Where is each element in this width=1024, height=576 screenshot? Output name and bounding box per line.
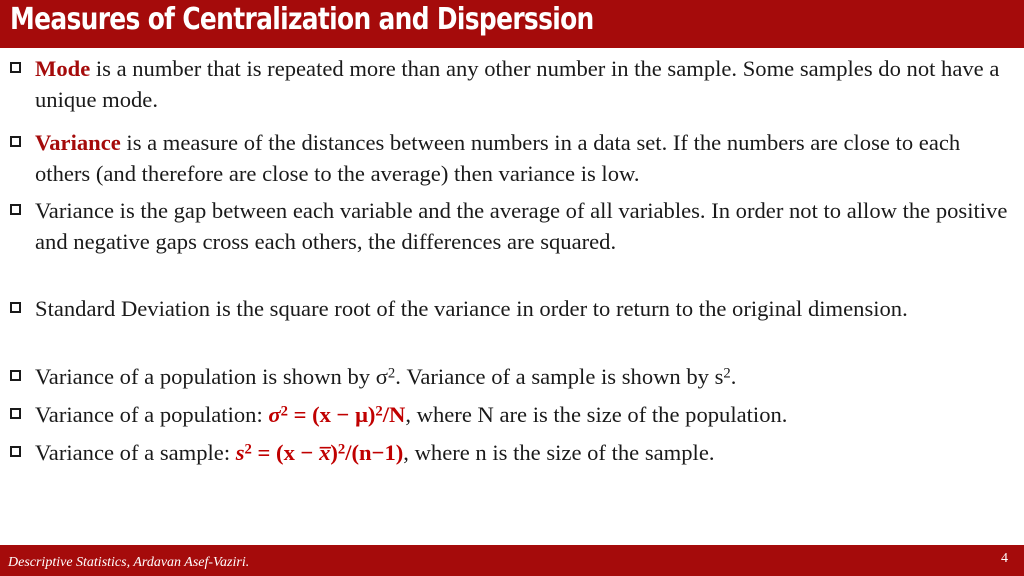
square-bullet-icon <box>10 370 21 381</box>
population-variance-formula: $\sigma^2 = (x - \mu)^2/N$ <box>268 402 406 427</box>
bullet-text: Standard Deviation is the square root of the variance in order to return to the original dimension. <box>35 296 908 321</box>
slide-title: Measures of Centralization and Disperssion <box>10 2 594 37</box>
square-bullet-icon <box>10 446 21 457</box>
term-variance: Variance <box>35 130 121 155</box>
bullet-text <box>35 53 1015 115</box>
square-bullet-icon <box>10 62 21 73</box>
bullet-text: Variance of a population is shown by $\sigma^2$. Variance of a sample is shown by $s^2$. <box>35 364 737 389</box>
bullet-text: Variance of a population: $\sigma^2 = (x - \mu)^2/N$, where N are is the size of the population. <box>35 402 788 427</box>
sample-variance-formula: $s^2 = (x$ − x̅)$^2$/(n−1) <box>235 440 404 465</box>
bullet-text: Variance is the gap between each variable and the average of all variables. In order not to allow the positive and negative gaps cross each others, the differences are squared. <box>35 198 1008 254</box>
square-bullet-icon <box>10 408 21 419</box>
page-number: 4 <box>1001 551 1008 566</box>
footer-bar <box>0 545 1024 576</box>
square-bullet-icon <box>10 204 21 215</box>
term-mode: Mode <box>35 56 91 81</box>
square-bullet-icon <box>10 136 21 147</box>
bullet-body: is a measure of the distances between numbers in a data set. If the numbers are close to each others (and therefore are close to the average) then variance is low. <box>35 130 961 186</box>
bullet-text: Variance of a sample: $s^2 = (x$ − x̅)$^2$/(n−1), where n is the size of the sample. <box>35 440 715 465</box>
title-bar <box>0 0 1024 48</box>
bullet-text <box>35 127 1015 189</box>
square-bullet-icon <box>10 302 21 313</box>
footer-credit: Descriptive Statistics, Ardavan Asef-Vaziri. <box>8 555 250 570</box>
bullet-body: is a number that is repeated more than any other number in the sample. Some samples do not have a unique mode. <box>35 56 1000 112</box>
